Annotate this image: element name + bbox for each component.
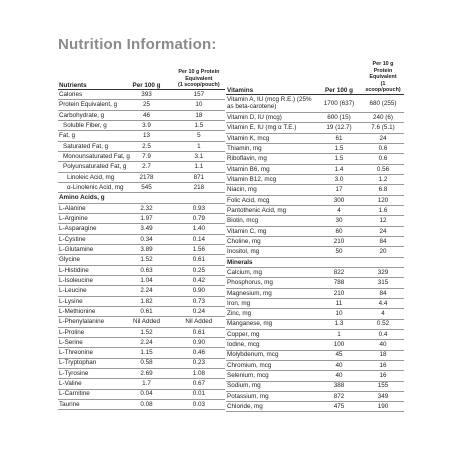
per-100g-value: 61: [316, 133, 362, 143]
table-row: [58, 255, 225, 265]
nutrient-name: L-Tyrosine: [58, 368, 120, 378]
per-100g-value: 1.52: [120, 255, 172, 265]
table-row: [226, 185, 404, 195]
table-row: [226, 329, 404, 339]
nutrient-name: Chromium, mcg: [226, 360, 316, 370]
nutrient-name: Taurine: [58, 399, 120, 409]
table-row: [58, 286, 225, 296]
per-10g-value: 3.1: [173, 151, 225, 161]
per-100g-value: 1.5: [316, 154, 362, 164]
nutrient-name: Manganese, mg: [226, 319, 316, 329]
per-10g-value: 0.24: [173, 306, 225, 316]
table-row: [58, 265, 225, 275]
table-row: [226, 174, 404, 184]
nutrient-name: Polyunsaturated Fat, g: [58, 162, 120, 172]
nutrient-name: Carbohydrate, g: [58, 110, 120, 120]
nutrient-name: L-Carnitine: [58, 389, 120, 399]
nutrient-name: Iodine, mcg: [226, 340, 316, 350]
per-100g-value: 1.4: [316, 164, 362, 174]
per-10g-header-sub: (1 scoop/pouch): [178, 82, 220, 89]
nutrient-name: Vitamin C, mg: [226, 226, 316, 236]
per-10g-value: 16: [362, 371, 404, 381]
table-row: [58, 131, 225, 141]
per-10g-value: 12: [362, 216, 404, 226]
nutrient-name: Iron, mg: [226, 298, 316, 308]
per-100g-value: 2.24: [120, 286, 172, 296]
page-title: Nutrition Information:: [58, 36, 217, 53]
per-100g-value: 1: [316, 329, 362, 339]
per-10g-value: 0.23: [173, 358, 225, 368]
table-row: [226, 164, 404, 174]
per-100g-value: 0.34: [120, 234, 172, 244]
nutrient-name: L-Leucine: [58, 286, 120, 296]
nutrient-name: L-Threonine: [58, 348, 120, 358]
per-10g-value: 0.79: [173, 213, 225, 223]
per-10g-value: 0.56: [362, 164, 404, 174]
vitamins-table: [226, 61, 404, 412]
per-10g-value: Nil Added: [173, 317, 225, 327]
table-row: [58, 172, 225, 182]
nutrient-name: Molybdenum, mcg: [226, 350, 316, 360]
table-row: [58, 337, 225, 347]
per-100g-value: [120, 193, 172, 203]
nutrient-name: L-Proline: [58, 327, 120, 337]
per-100g-value: 25: [120, 100, 172, 110]
per-10g-value: 0.73: [173, 296, 225, 306]
nutrient-name: Selenium, mcg: [226, 371, 316, 381]
nutrients-table-body: [58, 90, 225, 410]
table-row: [226, 154, 404, 164]
per-10g-value: 157: [173, 90, 225, 100]
nutrient-name: L-Lysine: [58, 296, 120, 306]
per-10g-value: 0.6: [362, 154, 404, 164]
section-row: [58, 193, 225, 203]
per-100g-value: 2.32: [120, 203, 172, 213]
per-100g-value: 19 (12.7): [316, 123, 362, 133]
per-100g-value: 40: [316, 371, 362, 381]
per-10g-value: 0.03: [173, 399, 225, 409]
table-row: [58, 213, 225, 223]
table-row: [226, 94, 404, 112]
per-10g-value: 5: [173, 131, 225, 141]
nutrient-name: L-Methionine: [58, 306, 120, 316]
per-10g-value: 24: [362, 133, 404, 143]
per-10g-value: 18: [362, 350, 404, 360]
table-row: [226, 143, 404, 153]
nutrient-name: L-Tryptophan: [58, 358, 120, 368]
table-row: [58, 275, 225, 285]
per-10g-value: 1.6: [362, 205, 404, 215]
table-row: [226, 133, 404, 143]
per-10g-value: 680 (255): [362, 94, 404, 112]
nutrient-name: Phosphorus, mg: [226, 278, 316, 288]
table-row: [226, 205, 404, 215]
per-10g-value: 0.52: [362, 319, 404, 329]
per-10g-value: [173, 193, 225, 203]
table-row: [58, 110, 225, 120]
per-10g-value: 6.8: [362, 185, 404, 195]
table-row: [58, 327, 225, 337]
nutrient-name: Choline, mg: [226, 236, 316, 246]
per-10g-value: 218: [173, 182, 225, 192]
nutrient-name: Vitamin E, IU (mg α T.E.): [226, 123, 316, 133]
table-row: [58, 224, 225, 234]
per-100g-value: 30: [316, 216, 362, 226]
table-row: [226, 309, 404, 319]
table-row: [58, 389, 225, 399]
nutrient-name: Niacin, mg: [226, 185, 316, 195]
per-100g-value: 1.7: [120, 379, 172, 389]
per-100g-value: 0.61: [120, 306, 172, 316]
table-row: [226, 381, 404, 391]
nutrient-name: L-Asparagine: [58, 224, 120, 234]
per-100g-value: 1.04: [120, 275, 172, 285]
per-10g-value: 0.01: [173, 389, 225, 399]
per-100g-value: 2.24: [120, 337, 172, 347]
per-10g-value: 16: [362, 360, 404, 370]
per-100g-value: 50: [316, 247, 362, 257]
nutrients-table-container: [58, 61, 225, 410]
per-100g-value: 2.7: [120, 162, 172, 172]
nutrient-name: Potassium, mg: [226, 391, 316, 401]
vitamins-table-body: [226, 94, 404, 412]
table-row: [226, 402, 404, 412]
per-100g-value: 600 (15): [316, 112, 362, 122]
per-10g-value: 0.90: [173, 337, 225, 347]
table-row: [226, 371, 404, 381]
per-100g-value: 1.5: [316, 143, 362, 153]
nutrient-name: Linoleic Acid, mg: [58, 172, 120, 182]
per-10g-value: 10: [173, 100, 225, 110]
nutrient-name: Inositol, mg: [226, 247, 316, 257]
nutrient-name: L-Serine: [58, 337, 120, 347]
per-100g-value: 2.69: [120, 368, 172, 378]
table-row: [58, 162, 225, 172]
table-row: [226, 247, 404, 257]
table-row: [58, 358, 225, 368]
table-row: [226, 226, 404, 236]
per-10g-value: 329: [362, 267, 404, 277]
per-10g-value: 0.90: [173, 286, 225, 296]
table-row: [58, 203, 225, 213]
table-row: [226, 112, 404, 122]
per-10g-value: 240 (6): [362, 112, 404, 122]
table-row: [226, 216, 404, 226]
table-row: [58, 120, 225, 130]
per-100g-value: 7.9: [120, 151, 172, 161]
per-10g-value: 0.93: [173, 203, 225, 213]
vitamins-header: Vitamins: [226, 61, 316, 94]
per-100g-value: 60: [316, 226, 362, 236]
nutrient-name: Pantothenic Acid, mg: [226, 205, 316, 215]
nutrient-name: L-Glutamine: [58, 244, 120, 254]
per-100g-value: Nil Added: [120, 317, 172, 327]
table-row: [58, 399, 225, 409]
per-100g-value: 393: [120, 90, 172, 100]
per-100g-value: 545: [120, 182, 172, 192]
per-10g-value: 4: [362, 309, 404, 319]
per-10g-value: 1.40: [173, 224, 225, 234]
table-row: [226, 267, 404, 277]
nutrient-name: Sodium, mg: [226, 381, 316, 391]
nutrient-name: Vitamin A, IU (mcg R.E.) (25% as beta-carotene): [226, 94, 316, 112]
table-row: [226, 350, 404, 360]
table-row: [58, 348, 225, 358]
per-100g-value: 11: [316, 298, 362, 308]
per-10g-value: 1.5: [173, 120, 225, 130]
per-10g-value: 0.4: [362, 329, 404, 339]
nutrient-name: Vitamin B12, mcg: [226, 174, 316, 184]
per-100g-value: 1.15: [120, 348, 172, 358]
per-10g-value: 120: [362, 195, 404, 205]
per-100g-value: 10: [316, 309, 362, 319]
per-10g-value: 40: [362, 340, 404, 350]
nutrient-name: Riboflavin, mg: [226, 154, 316, 164]
per-10g-value: 4.4: [362, 298, 404, 308]
per-100g-value: 3.0: [316, 174, 362, 184]
per-10g-header-label: Per 10 g Protein Equivalent: [178, 69, 220, 82]
nutrient-name: Fat, g: [58, 131, 120, 141]
per-10g-value: 0.6: [362, 143, 404, 153]
per-100g-value: 45: [316, 350, 362, 360]
per-100g-value: 13: [120, 131, 172, 141]
per-100g-value: 4: [316, 205, 362, 215]
per-10g-value: 1.1: [173, 162, 225, 172]
per-10g-header-label: Per 10 g Protein Equivalent: [369, 61, 397, 81]
per-10g-value: 871: [173, 172, 225, 182]
per-100g-header: Per 100 g: [120, 61, 172, 90]
per-100g-value: 1.3: [316, 319, 362, 329]
per-100g-value: 1.52: [120, 327, 172, 337]
table-row: [58, 151, 225, 161]
table-row: [58, 296, 225, 306]
per-100g-value: 46: [120, 110, 172, 120]
per-10g-value: 0.14: [173, 234, 225, 244]
per-10g-value: 1.08: [173, 368, 225, 378]
per-10g-value: 1.2: [362, 174, 404, 184]
per-100g-value: 1700 (637): [316, 94, 362, 112]
nutrient-name: L-Alanine: [58, 203, 120, 213]
per-10g-value: 18: [173, 110, 225, 120]
nutrient-name: L-Phenylalanine: [58, 317, 120, 327]
nutrient-name: Vitamin K, mcg: [226, 133, 316, 143]
nutrient-name: Protein Equivalent, g: [58, 100, 120, 110]
nutrient-name: Vitamin B6, mg: [226, 164, 316, 174]
nutrient-name: L-Valine: [58, 379, 120, 389]
nutrient-name: L-Arginine: [58, 213, 120, 223]
per-100g-value: 2.5: [120, 141, 172, 151]
per-100g-value: 0.04: [120, 389, 172, 399]
per-100g-value: 1.82: [120, 296, 172, 306]
per-100g-value: 3.9: [120, 120, 172, 130]
nutrients-table: [58, 61, 225, 410]
per-10g-value: 0.61: [173, 327, 225, 337]
table-row: [226, 236, 404, 246]
per-10g-value: 0.67: [173, 379, 225, 389]
table-row: [58, 90, 225, 100]
table-row: [58, 234, 225, 244]
nutrient-name: Chloride, mg: [226, 402, 316, 412]
per-10g-header: [173, 61, 225, 90]
per-100g-value: 40: [316, 360, 362, 370]
nutrient-name: Folic Acid, mcg: [226, 195, 316, 205]
per-10g-value: 1: [173, 141, 225, 151]
nutrient-name: Vitamin D, IU (mcg): [226, 112, 316, 122]
table-row: [58, 317, 225, 327]
table-row: [58, 379, 225, 389]
table-row: [226, 288, 404, 298]
nutrient-name: L-Histidine: [58, 265, 120, 275]
per-10g-value: 84: [362, 288, 404, 298]
nutrient-name: Calcium, mg: [226, 267, 316, 277]
per-100g-value: 788: [316, 278, 362, 288]
nutrient-name: Saturated Fat, g: [58, 141, 120, 151]
per-10g-value: 20: [362, 247, 404, 257]
per-10g-value: 0.46: [173, 348, 225, 358]
per-10g-value: 0.25: [173, 265, 225, 275]
table-row: [58, 141, 225, 151]
per-100g-value: 822: [316, 267, 362, 277]
nutrient-name: Minerals: [226, 257, 316, 267]
per-10g-value: 155: [362, 381, 404, 391]
nutrient-name: Soluble Fiber, g: [58, 120, 120, 130]
table-row: [226, 360, 404, 370]
table-row: [226, 391, 404, 401]
per-10g-value: 315: [362, 278, 404, 288]
nutrient-name: Thiamin, mg: [226, 143, 316, 153]
section-row: [226, 257, 404, 267]
per-100g-value: 3.49: [120, 224, 172, 234]
table-row: [226, 298, 404, 308]
per-100g-value: 100: [316, 340, 362, 350]
per-100g-value: 210: [316, 236, 362, 246]
table-row: [226, 278, 404, 288]
table-row: [58, 368, 225, 378]
per-10g-header-sub: (1 scoop/pouch): [365, 80, 401, 94]
table-row: [226, 123, 404, 133]
per-100g-value: 872: [316, 391, 362, 401]
per-100g-value: [316, 257, 362, 267]
table-row: [58, 244, 225, 254]
per-100g-value: 210: [316, 288, 362, 298]
nutrient-name: L-Isoleucine: [58, 275, 120, 285]
nutrient-name: Monounsaturated Fat, g: [58, 151, 120, 161]
table-row: [58, 100, 225, 110]
nutrient-name: L-Cystine: [58, 234, 120, 244]
per-100g-value: 388: [316, 381, 362, 391]
nutrients-header: Nutrients: [58, 61, 120, 90]
nutrient-name: Biotin, mcg: [226, 216, 316, 226]
per-10g-header: [362, 61, 404, 94]
table-row: [226, 319, 404, 329]
per-10g-value: 0.42: [173, 275, 225, 285]
per-100g-value: 1.97: [120, 213, 172, 223]
table-row: [58, 182, 225, 192]
nutrient-name: Glycine: [58, 255, 120, 265]
per-10g-value: 1.56: [173, 244, 225, 254]
vitamins-table-container: [226, 61, 402, 412]
per-100g-value: 475: [316, 402, 362, 412]
per-10g-value: 24: [362, 226, 404, 236]
nutrient-name: α-Linolenic Acid, mg: [58, 182, 120, 192]
per-10g-value: [362, 257, 404, 267]
per-10g-value: 7.6 (5.1): [362, 123, 404, 133]
per-100g-header: Per 100 g: [316, 61, 362, 94]
nutrient-name: Zinc, mg: [226, 309, 316, 319]
per-100g-value: 3.89: [120, 244, 172, 254]
per-10g-value: 190: [362, 402, 404, 412]
per-10g-value: 349: [362, 391, 404, 401]
table-row: [226, 195, 404, 205]
per-100g-value: 2178: [120, 172, 172, 182]
per-10g-value: 84: [362, 236, 404, 246]
per-100g-value: 0.58: [120, 358, 172, 368]
per-100g-value: 17: [316, 185, 362, 195]
per-10g-value: 0.61: [173, 255, 225, 265]
table-row: [226, 340, 404, 350]
per-100g-value: 0.08: [120, 399, 172, 409]
nutrient-name: Copper, mg: [226, 329, 316, 339]
nutrient-name: Calories: [58, 90, 120, 100]
per-100g-value: 0.63: [120, 265, 172, 275]
per-100g-value: 300: [316, 195, 362, 205]
nutrient-name: Magnesium, mg: [226, 288, 316, 298]
nutrient-name: Amino Acids, g: [58, 193, 120, 203]
table-row: [58, 306, 225, 316]
